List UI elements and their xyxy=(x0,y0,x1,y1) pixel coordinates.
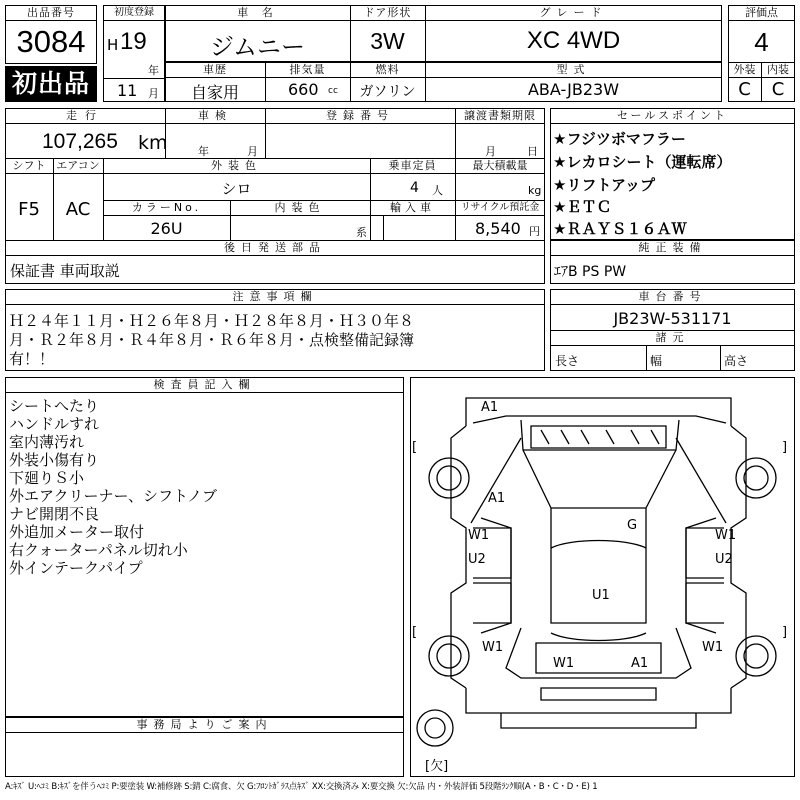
selling-point: ★ＥＴＣ xyxy=(553,198,612,216)
transfer-day-unit: 日 xyxy=(527,145,538,158)
width-label: 幅 xyxy=(650,354,663,368)
notes-line: 月・Ｒ２年８月・Ｒ４年８月・Ｒ６年８月・点検整備記録簿 xyxy=(9,331,415,349)
height-label: 高さ xyxy=(724,354,749,368)
legend-footer: A:ｷｽﾞ U:ﾍｺﾐ B:ｷｽﾞを伴うﾍｺﾐ P:要塗装 W:補修跡 S:錆 C:腐食、欠 G:ﾌﾛﾝﾄｶﾞﾗｽ点ｷｽﾞ XX:交換済み X:要交換 欠:欠品 内・外装評価 5段階ﾗﾝｸ順(A・B・C・D・E) 1 xyxy=(5,782,598,792)
shift-label: シフト xyxy=(12,159,46,172)
fuel-label: 燃料 xyxy=(375,63,400,76)
score-label: 評価点 xyxy=(745,6,778,19)
score: 4 xyxy=(754,27,769,57)
inspector-line: シートへたり xyxy=(9,397,100,415)
air-conditioner: AC xyxy=(65,199,91,220)
damage-mark: A1 xyxy=(631,656,649,671)
exterior-label: 外装 xyxy=(733,63,756,76)
selling-point: ★フジツボマフラー xyxy=(553,130,686,148)
capacity-label: 乗車定員 xyxy=(388,159,437,172)
notes-label: 注意事項欄 xyxy=(232,290,318,303)
displacement-unit: cc xyxy=(328,86,338,96)
lot-label: 出品番号 xyxy=(27,6,75,19)
interior-color-unit: 系 xyxy=(356,226,367,239)
chassis-number: JB23W-531171 xyxy=(613,309,732,328)
history-label: 車歴 xyxy=(203,63,227,76)
damage-mark: U1 xyxy=(592,588,610,603)
first-reg-label: 初度登録 xyxy=(114,7,154,18)
color-no-label: カラーNo. xyxy=(131,201,202,214)
grade: XC 4WD xyxy=(526,27,621,54)
mileage-unit: km xyxy=(138,132,168,154)
inspector-line: 室内薄汚れ xyxy=(9,433,85,451)
inspector-line: 外エアクリーナー、シフトノブ xyxy=(9,487,218,505)
inspection-month-unit: 月 xyxy=(247,145,258,158)
capacity: 4 xyxy=(410,180,419,196)
transfer-month-unit: 月 xyxy=(485,145,496,158)
first-reg-year: 19 xyxy=(120,28,147,55)
import-label: 輸入車 xyxy=(390,201,435,214)
displacement: 660 xyxy=(288,80,319,99)
damage-mark: W1 xyxy=(715,528,737,543)
color-no: 26U xyxy=(150,219,183,238)
notes-line: 有！！ xyxy=(9,350,55,368)
ac-label: エアコン xyxy=(56,159,100,172)
equipment: ｴｱB PS PW xyxy=(554,264,627,280)
displacement-label: 排気量 xyxy=(289,63,326,76)
inspection-year-unit: 年 xyxy=(198,145,209,158)
interior-label: 内装 xyxy=(767,63,789,76)
color-label: 外装色 xyxy=(211,159,262,172)
damage-mark: A1 xyxy=(488,491,506,506)
grade-label: グレード xyxy=(539,6,608,19)
first-listing-badge: 初出品 xyxy=(5,66,97,102)
bracket: ] xyxy=(782,440,788,455)
shift: F5 xyxy=(18,199,40,220)
bracket: [ xyxy=(412,440,418,455)
first-reg-month: 11 xyxy=(117,81,138,100)
car-name: ジムニー xyxy=(209,33,306,61)
damage-mark: A1 xyxy=(481,400,499,415)
model-code: ABA-JB23W xyxy=(527,80,620,99)
history: 自家用 xyxy=(190,83,239,102)
car-name-label: 車 名 xyxy=(237,6,278,19)
inspector-label: 検査員記入欄 xyxy=(153,378,256,391)
dims-label: 諸元 xyxy=(655,331,690,344)
model-code-label: 型式 xyxy=(556,63,591,76)
recycle-deposit: 8,540 xyxy=(475,219,521,238)
capacity-unit: 人 xyxy=(432,184,443,197)
inspector-line: 右クォーターパネル切れ小 xyxy=(9,541,188,559)
interior-grade: C xyxy=(771,79,785,100)
inspector-line: 外インテークパイプ xyxy=(9,559,143,577)
year-unit: 年 xyxy=(148,64,159,77)
mileage-label: 走行 xyxy=(66,109,104,122)
inspector-line: 外追加メーター取付 xyxy=(9,523,145,541)
selling-point: ★リフトアップ xyxy=(553,176,655,194)
inspector-line: ハンドルすれ xyxy=(9,415,100,433)
transfer-doc-label: 譲渡書類期限 xyxy=(464,109,536,122)
later-parts-label: 後日発送部品 xyxy=(224,241,326,254)
inspector-line: ナビ開閉不良 xyxy=(9,505,100,523)
fuel: ガソリン xyxy=(359,84,416,100)
bracket: [ xyxy=(412,625,418,640)
max-load-label: 最大積載量 xyxy=(472,159,528,172)
interior-color-label: 内装色 xyxy=(274,201,326,214)
selling-point: ★ＲＡＹＳ１６ＡＷ xyxy=(553,220,687,238)
month-unit: 月 xyxy=(148,87,159,100)
spare-tire-label: [欠] xyxy=(425,759,449,774)
later-parts: 保証書 車両取説 xyxy=(10,262,120,280)
damage-mark: W1 xyxy=(553,656,575,671)
damage-mark: W1 xyxy=(468,528,490,543)
selling-points-label: セールスポイント xyxy=(616,109,728,122)
notes-line: Ｈ２４年１１月・Ｈ２６年８月・Ｈ２８年８月・Ｈ３０年８ xyxy=(9,312,415,330)
inspector-line: 外装小傷有り xyxy=(9,451,100,469)
doors-label: ドア形状 xyxy=(363,6,412,19)
lot-number: 3084 xyxy=(16,24,86,59)
era: H xyxy=(107,36,119,54)
damage-mark: G xyxy=(627,518,638,533)
color: シロ xyxy=(221,180,252,198)
recycle-label: リサイクル預託金 xyxy=(460,202,540,213)
damage-mark: W1 xyxy=(482,640,504,655)
reg-no-label: 登録番号 xyxy=(326,109,394,122)
bracket: ] xyxy=(782,625,788,640)
doors: 3W xyxy=(370,28,405,54)
equipment-label: 純正装備 xyxy=(638,241,707,254)
inspection-label: 車検 xyxy=(198,109,232,122)
selling-point: ★レカロシート（運転席） xyxy=(553,153,732,171)
damage-mark: U2 xyxy=(468,552,486,567)
car-body-diagram xyxy=(411,378,794,776)
chassis-label: 車台番号 xyxy=(638,290,707,303)
mileage: 107,265 xyxy=(42,130,118,153)
damage-mark: U2 xyxy=(715,552,733,567)
max-load-unit: kg xyxy=(528,184,542,197)
office-label: 事務局よりご案内 xyxy=(136,718,273,731)
inspector-line: 下廻りＳ小 xyxy=(9,469,85,487)
length-label: 長さ xyxy=(555,354,580,368)
damage-diagram-box xyxy=(410,377,795,777)
recycle-unit: 円 xyxy=(529,225,540,238)
exterior-grade: C xyxy=(738,79,751,100)
damage-mark: W1 xyxy=(702,640,724,655)
